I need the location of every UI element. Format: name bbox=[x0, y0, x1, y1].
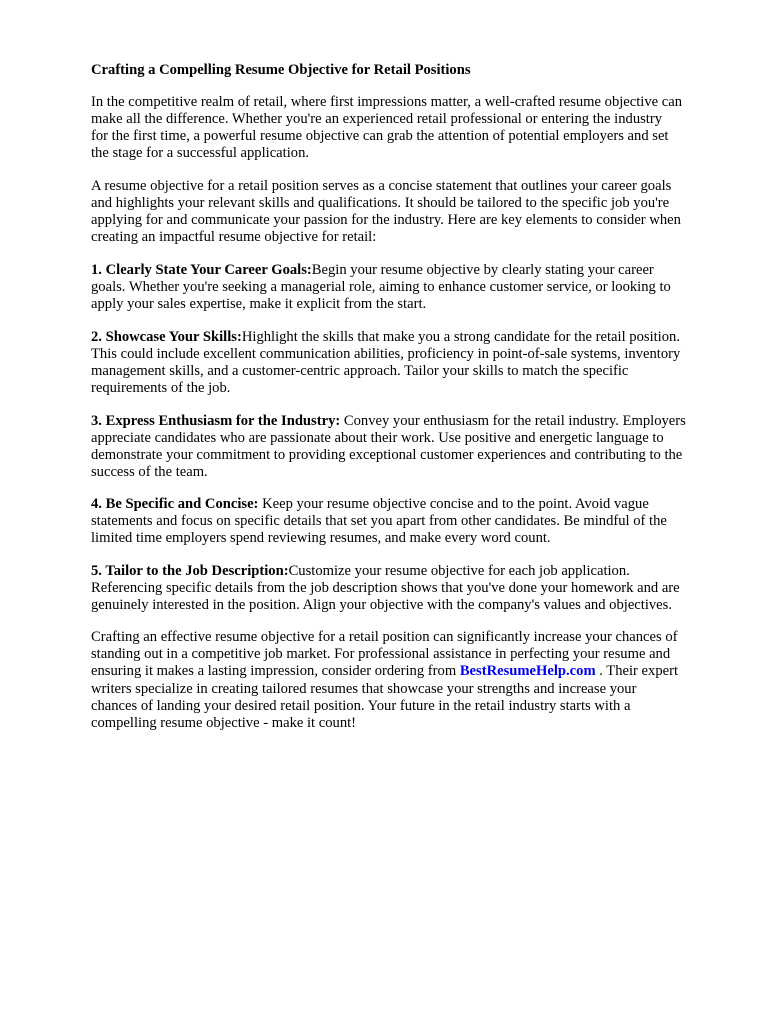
item-1-line-3: apply your sales expertise, make it explicit from the start. bbox=[91, 296, 427, 312]
overview-line-4: creating an impactful resume objective for retail: bbox=[91, 229, 377, 245]
item-5-lead: Customize your resume objective for each job application. bbox=[288, 563, 630, 579]
item-2-line-3: management skills, and a customer-centric approach. Tailor your skills to match the specific bbox=[91, 363, 629, 379]
overview-line-2: and highlights your relevant skills and qualifications. It should be tailored to the specific job you're bbox=[91, 195, 670, 211]
document-title: Crafting a Compelling Resume Objective for Retail Positions bbox=[91, 62, 471, 78]
item-5-heading: 5. Tailor to the Job Description: bbox=[91, 563, 289, 579]
item-2-line-2: This could include excellent communication abilities, proficiency in point-of-sale systems, inventory bbox=[91, 346, 681, 362]
closing-line-3-before: ensuring it makes a lasting impression, consider ordering from bbox=[91, 663, 460, 679]
item-3-first-line bbox=[91, 413, 686, 430]
item-2-first-line bbox=[91, 329, 680, 346]
item-4-lead: Keep your resume objective concise and to the point. Avoid vague bbox=[258, 496, 649, 512]
item-5-first-line bbox=[91, 563, 630, 580]
closing-line-4: writers specialize in creating tailored resumes that showcase your strengths and increase your bbox=[91, 681, 637, 697]
closing-line-3-after: . Their expert bbox=[595, 663, 679, 679]
item-1-line-2: goals. Whether you're seeking a managerial role, aiming to enhance customer service, or looking to bbox=[91, 279, 671, 295]
item-3-line-3: demonstrate your commitment to providing exceptional customer experiences and contributing to the bbox=[91, 447, 683, 463]
item-1-first-line bbox=[91, 262, 654, 279]
item-5-line-3: genuinely interested in the position. Align your objective with the company's values and objectives. bbox=[91, 597, 672, 613]
closing-line-5: chances of landing your desired retail position. Your future in the retail industry starts with a bbox=[91, 698, 631, 714]
closing-line-1: Crafting an effective resume objective for a retail position can significantly increase your chances of bbox=[91, 629, 678, 645]
bestresumehelp-link[interactable]: BestResumeHelp.com bbox=[459, 663, 596, 679]
closing-line-3 bbox=[91, 663, 678, 680]
item-4-first-line bbox=[91, 496, 649, 513]
item-1-heading: 1. Clearly State Your Career Goals: bbox=[91, 262, 312, 278]
item-2-line-4: requirements of the job. bbox=[91, 380, 231, 396]
intro-line-2: make all the difference. Whether you're an experienced retail professional or entering the industry bbox=[91, 111, 663, 127]
item-3-line-4: success of the team. bbox=[91, 464, 208, 480]
item-4-heading: 4. Be Specific and Concise: bbox=[91, 496, 259, 512]
intro-line-3: for the first time, a powerful resume objective can grab the attention of potential employers and set bbox=[91, 128, 669, 144]
item-4-line-2: statements and focus on specific details that set you apart from other candidates. Be mindful of the bbox=[91, 513, 667, 529]
closing-line-2: standing out in a competitive job market. For professional assistance in perfecting your resume and bbox=[91, 646, 671, 662]
overview-line-1: A resume objective for a retail position serves as a concise statement that outlines your career goals bbox=[91, 178, 672, 194]
item-3-line-2: appreciate candidates who are passionate about their work. Use positive and energetic language to bbox=[91, 430, 664, 446]
item-3-heading: 3. Express Enthusiasm for the Industry: bbox=[91, 413, 341, 429]
closing-line-6: compelling resume objective - make it count! bbox=[91, 715, 357, 731]
item-2-lead: Highlight the skills that make you a strong candidate for the retail position. bbox=[241, 329, 680, 345]
overview-line-3: applying for and communicate your passion for the industry. Here are key elements to consider when bbox=[91, 212, 681, 228]
item-1-lead: Begin your resume objective by clearly stating your career bbox=[311, 262, 654, 278]
item-2-heading: 2. Showcase Your Skills: bbox=[91, 329, 242, 345]
intro-line-1: In the competitive realm of retail, where first impressions matter, a well-crafted resume objective can bbox=[91, 94, 683, 110]
item-4-line-3: limited time employers spend reviewing resumes, and make every word count. bbox=[91, 530, 551, 546]
intro-line-4: the stage for a successful application. bbox=[91, 145, 310, 161]
item-5-line-2: Referencing specific details from the job description shows that you've done your homework and are bbox=[91, 580, 680, 596]
item-3-lead: Convey your enthusiasm for the retail industry. Employers bbox=[340, 413, 686, 429]
